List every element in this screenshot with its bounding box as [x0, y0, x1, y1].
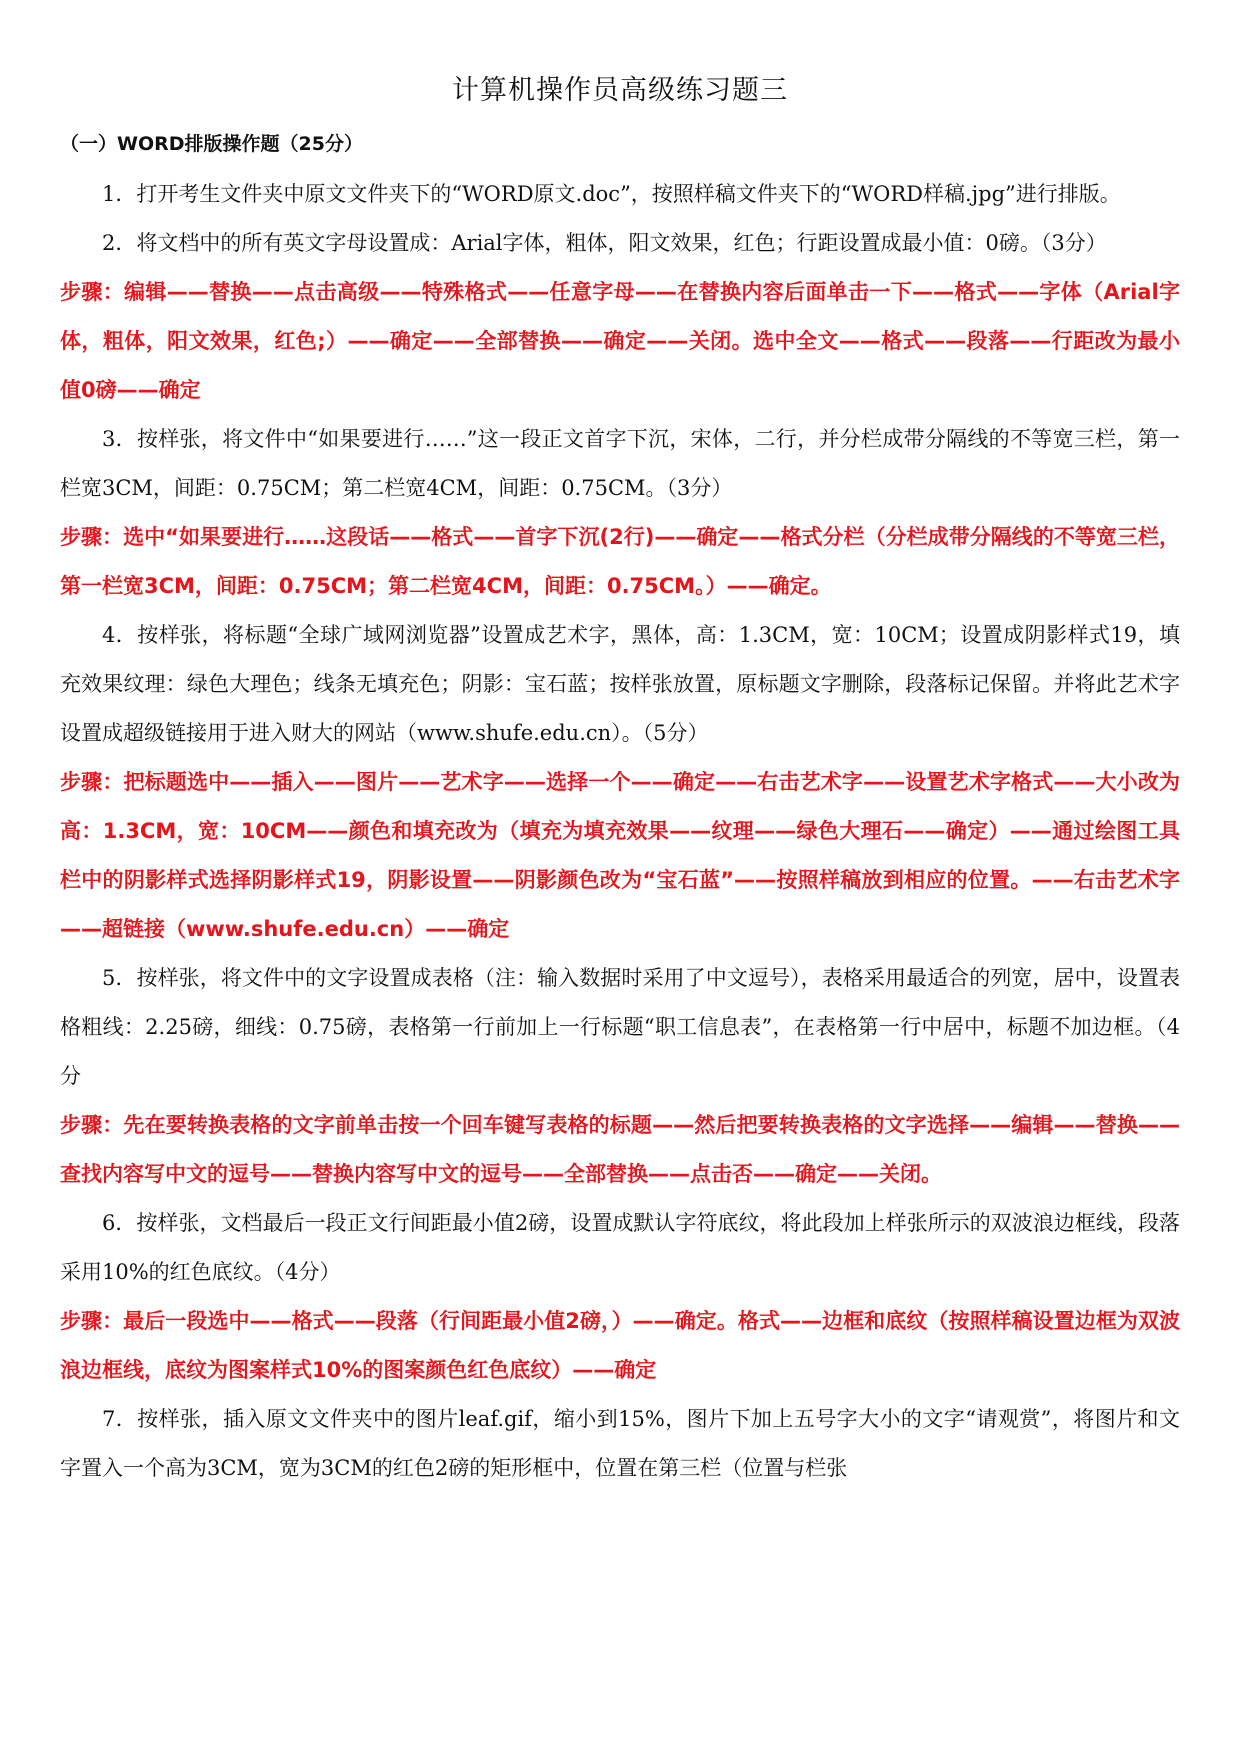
step-2: 步骤：编辑——替换——点击高级——特殊格式——任意字母——在替换内容后面单击一下——格式——字体（Arial字体，粗体，阳文效果，红色;）——确定——全部替换——确定——关闭。选中全文——格式——段落——行距改为最小值0磅——确定 [60, 280, 1180, 402]
question-5: 5．按样张，将文件中的文字设置成表格（注：输入数据时采用了中文逗号），表格采用最适合的列宽，居中，设置表格粗线：2.25磅，细线：0.75磅，表格第一行前加上一行标题“职工信息表”，在表格第一行中居中，标题不加边框。（4分 [60, 966, 1180, 1088]
question-3: 3．按样张，将文件中“如果要进行……”这一段正文首字下沉，宋体，二行，并分栏成带分隔线的不等宽三栏，第一栏宽3CM，间距：0.75CM；第二栏宽4CM，间距：0.75CM。（3分） [60, 427, 1180, 500]
question-6: 6．按样张，文档最后一段正文行间距最小值2磅，设置成默认字符底纹，将此段加上样张所示的双波浪边框线，段落采用10%的红色底纹。（4分） [60, 1211, 1180, 1284]
question-1: 1．打开考生文件夹中原文文件夹下的“WORD原文.doc”，按照样稿文件夹下的“WORD样稿.jpg”进行排版。 [102, 182, 1121, 206]
step-5: 步骤：先在要转换表格的文字前单击按一个回车键写表格的标题——然后把要转换表格的文字选择——编辑——替换——查找内容写中文的逗号——替换内容写中文的逗号——全部替换——点击否——确定——关闭。 [60, 1113, 1180, 1186]
step-3: 步骤：选中“如果要进行……这段话——格式——首字下沉(2行)——确定——格式分栏（分栏成带分隔线的不等宽三栏，第一栏宽3CM，间距：0.75CM；第二栏宽4CM，间距：0.75CM。）——确定。 [60, 525, 1180, 598]
question-2: 2．将文档中的所有英文字母设置成：Arial字体，粗体，阳文效果，红色；行距设置成最小值：0磅。（3分） [102, 231, 1107, 255]
question-4: 4．按样张，将标题“全球广域网浏览器”设置成艺术字，黑体，高：1.3CM，宽：10CM；设置成阴影样式19，填充效果纹理：绿色大理色；线条无填充色；阴影：宝石蓝；按样张放置，原标题文字删除，段落标记保留。并将此艺术字设置成超级链接用于进入财大的网站（www.shufe.edu.cn）。（5分） [60, 623, 1180, 745]
step-6: 步骤：最后一段选中——格式——段落（行间距最小值2磅，）——确定。格式——边框和底纹（按照样稿设置边框为双波浪边框线，底纹为图案样式10%的图案颜色红色底纹）——确定 [60, 1309, 1180, 1382]
document-page [60, 68, 1180, 1493]
step-4: 步骤：把标题选中——插入——图片——艺术字——选择一个——确定——右击艺术字——设置艺术字格式——大小改为高：1.3CM，宽：10CM——颜色和填充改为（填充为填充效果——纹理——绿色大理石——确定）——通过绘图工具栏中的阴影样式选择阴影样式19，阴影设置——阴影颜色改为“宝石蓝”——按照样稿放到相应的位置。——右击艺术字——超链接（www.shufe.edu.cn）——确定 [60, 770, 1180, 941]
document-title: 计算机操作员高级练习题三 [452, 75, 788, 106]
section-heading: （一）WORD排版操作题（25分） [60, 133, 363, 155]
question-7: 7．按样张，插入原文文件夹中的图片leaf.gif，缩小到15%，图片下加上五号字大小的文字“请观赏”，将图片和文字置入一个高为3CM，宽为3CM的红色2磅的矩形框中，位置在第三栏（位置与栏张 [60, 1407, 1180, 1480]
